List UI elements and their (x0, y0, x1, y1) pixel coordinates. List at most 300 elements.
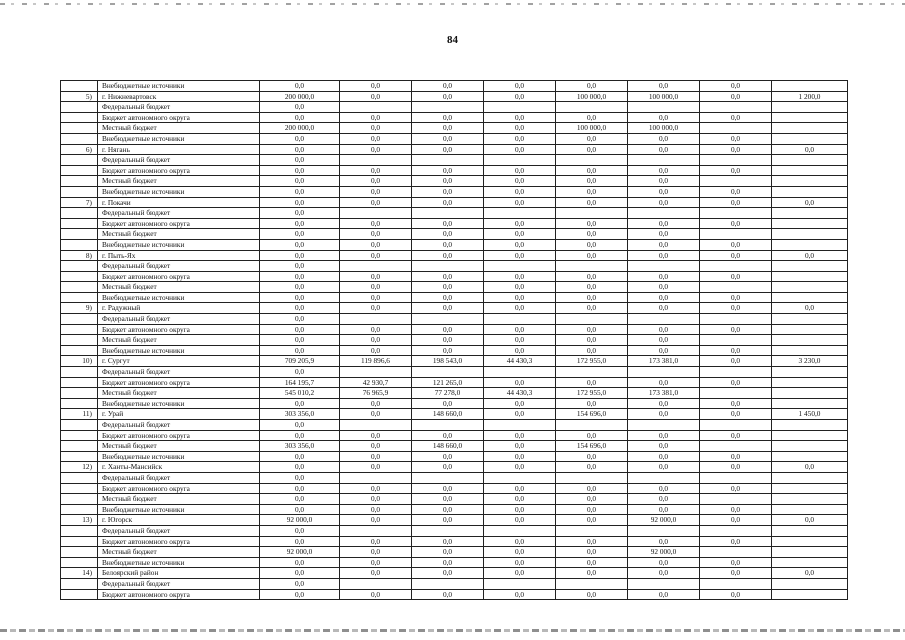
cell-row-number (61, 282, 98, 293)
cell-year-5: 0,0 (628, 536, 700, 547)
cell-total: 0,0 (260, 218, 340, 229)
cell-year-1: 0,0 (340, 568, 412, 579)
cell-year-5: 173 381,0 (628, 356, 700, 367)
cell-year-2: 0,0 (412, 335, 484, 346)
cell-year-6 (700, 123, 772, 134)
cell-year-4: 0,0 (556, 229, 628, 240)
cell-row-number: 6) (61, 144, 98, 155)
cell-row-number (61, 261, 98, 272)
cell-year-6: 0,0 (700, 356, 772, 367)
table-row (61, 133, 848, 144)
cell-year-3: 0,0 (484, 229, 556, 240)
cell-extra (772, 525, 848, 536)
table-row (61, 112, 848, 123)
cell-source-name: Бюджет автономного округа (98, 536, 260, 547)
cell-year-6: 0,0 (700, 165, 772, 176)
cell-total: 0,0 (260, 483, 340, 494)
cell-year-5 (628, 420, 700, 431)
cell-year-4: 0,0 (556, 81, 628, 92)
cell-extra: 0,0 (772, 462, 848, 473)
cell-year-6: 0,0 (700, 398, 772, 409)
cell-total: 303 356,0 (260, 441, 340, 452)
cell-extra: 1 200,0 (772, 91, 848, 102)
cell-year-5: 0,0 (628, 229, 700, 240)
cell-source-name: Федеральный бюджет (98, 102, 260, 113)
cell-source-name: Бюджет автономного округа (98, 430, 260, 441)
cell-extra: 3 230,0 (772, 356, 848, 367)
cell-year-6: 0,0 (700, 536, 772, 547)
cell-year-4: 0,0 (556, 589, 628, 600)
cell-year-1: 42 930,7 (340, 377, 412, 388)
cell-year-1 (340, 367, 412, 378)
cell-row-number (61, 133, 98, 144)
cell-year-1: 0,0 (340, 112, 412, 123)
cell-year-6 (700, 367, 772, 378)
cell-year-5 (628, 525, 700, 536)
cell-year-5: 0,0 (628, 112, 700, 123)
cell-source-name: Местный бюджет (98, 229, 260, 240)
cell-row-number (61, 483, 98, 494)
cell-row-number (61, 324, 98, 335)
cell-row-number: 9) (61, 303, 98, 314)
cell-source-name: Федеральный бюджет (98, 525, 260, 536)
cell-source-name: Внебюджетные источники (98, 292, 260, 303)
cell-row-number (61, 208, 98, 219)
cell-year-4: 0,0 (556, 377, 628, 388)
cell-total: 0,0 (260, 462, 340, 473)
cell-year-2: 0,0 (412, 81, 484, 92)
cell-row-number (61, 547, 98, 558)
cell-year-5: 0,0 (628, 239, 700, 250)
cell-year-6 (700, 314, 772, 325)
cell-source-name: г. Радужный (98, 303, 260, 314)
cell-year-4: 0,0 (556, 515, 628, 526)
cell-source-name: Внебюджетные источники (98, 557, 260, 568)
cell-year-5: 0,0 (628, 589, 700, 600)
cell-row-number: 12) (61, 462, 98, 473)
cell-extra: 0,0 (772, 144, 848, 155)
cell-year-3: 0,0 (484, 292, 556, 303)
table-row (61, 271, 848, 282)
cell-year-2: 148 660,0 (412, 409, 484, 420)
cell-source-name: Федеральный бюджет (98, 208, 260, 219)
cell-extra (772, 494, 848, 505)
cell-year-4: 0,0 (556, 536, 628, 547)
cell-year-1: 0,0 (340, 186, 412, 197)
cell-year-1 (340, 314, 412, 325)
cell-year-1 (340, 261, 412, 272)
table-row (61, 494, 848, 505)
cell-year-6: 0,0 (700, 324, 772, 335)
cell-year-6: 0,0 (700, 409, 772, 420)
cell-extra (772, 420, 848, 431)
cell-total: 0,0 (260, 208, 340, 219)
table-row (61, 208, 848, 219)
table-row (61, 483, 848, 494)
cell-extra: 0,0 (772, 568, 848, 579)
cell-year-6 (700, 102, 772, 113)
cell-year-3 (484, 472, 556, 483)
cell-total: 92 000,0 (260, 515, 340, 526)
cell-total: 0,0 (260, 430, 340, 441)
cell-extra (772, 112, 848, 123)
cell-total: 303 356,0 (260, 409, 340, 420)
cell-year-6: 0,0 (700, 81, 772, 92)
cell-extra (772, 504, 848, 515)
cell-year-6: 0,0 (700, 271, 772, 282)
cell-year-4: 154 696,0 (556, 409, 628, 420)
cell-extra (772, 314, 848, 325)
cell-year-1: 0,0 (340, 536, 412, 547)
cell-extra (772, 388, 848, 399)
cell-year-3: 0,0 (484, 91, 556, 102)
cell-year-5 (628, 261, 700, 272)
cell-year-4: 0,0 (556, 504, 628, 515)
cell-year-1: 0,0 (340, 589, 412, 600)
cell-year-2: 0,0 (412, 123, 484, 134)
cell-year-3: 0,0 (484, 589, 556, 600)
cell-year-1: 0,0 (340, 123, 412, 134)
cell-year-6 (700, 578, 772, 589)
cell-row-number (61, 176, 98, 187)
table-row (61, 314, 848, 325)
cell-year-3: 0,0 (484, 324, 556, 335)
cell-year-2: 0,0 (412, 462, 484, 473)
cell-year-4: 172 955,0 (556, 388, 628, 399)
cell-year-4: 0,0 (556, 292, 628, 303)
cell-year-2: 0,0 (412, 186, 484, 197)
cell-extra (772, 451, 848, 462)
cell-year-1: 0,0 (340, 271, 412, 282)
cell-year-5: 0,0 (628, 176, 700, 187)
cell-year-3: 0,0 (484, 176, 556, 187)
cell-year-4: 0,0 (556, 483, 628, 494)
cell-source-name: Внебюджетные источники (98, 398, 260, 409)
cell-year-6 (700, 525, 772, 536)
cell-total: 0,0 (260, 589, 340, 600)
cell-year-3: 0,0 (484, 165, 556, 176)
cell-year-2 (412, 155, 484, 166)
cell-extra: 0,0 (772, 515, 848, 526)
cell-year-4: 0,0 (556, 324, 628, 335)
cell-year-4: 0,0 (556, 250, 628, 261)
cell-year-6: 0,0 (700, 112, 772, 123)
cell-source-name: Федеральный бюджет (98, 155, 260, 166)
cell-source-name: Бюджет автономного округа (98, 218, 260, 229)
cell-extra (772, 123, 848, 134)
cell-total: 0,0 (260, 186, 340, 197)
cell-year-1 (340, 472, 412, 483)
cell-year-6: 0,0 (700, 430, 772, 441)
cell-extra (772, 218, 848, 229)
cell-source-name: Бюджет автономного округа (98, 271, 260, 282)
cell-extra (772, 547, 848, 558)
cell-year-5: 0,0 (628, 81, 700, 92)
cell-year-3: 0,0 (484, 335, 556, 346)
cell-row-number (61, 536, 98, 547)
cell-row-number (61, 589, 98, 600)
table-row (61, 430, 848, 441)
cell-year-4: 0,0 (556, 133, 628, 144)
cell-year-1 (340, 102, 412, 113)
cell-year-5 (628, 208, 700, 219)
cell-extra: 0,0 (772, 250, 848, 261)
table-row (61, 451, 848, 462)
cell-extra (772, 578, 848, 589)
cell-year-6: 0,0 (700, 91, 772, 102)
cell-year-4 (556, 420, 628, 431)
cell-extra (772, 176, 848, 187)
cell-year-1: 0,0 (340, 462, 412, 473)
cell-year-2 (412, 525, 484, 536)
cell-total: 0,0 (260, 398, 340, 409)
cell-year-6: 0,0 (700, 144, 772, 155)
cell-source-name: г. Нягань (98, 144, 260, 155)
cell-year-4 (556, 578, 628, 589)
cell-year-1: 0,0 (340, 218, 412, 229)
cell-year-3 (484, 155, 556, 166)
cell-year-3: 0,0 (484, 123, 556, 134)
cell-year-1: 0,0 (340, 292, 412, 303)
cell-year-3 (484, 261, 556, 272)
cell-total: 0,0 (260, 578, 340, 589)
cell-year-3 (484, 314, 556, 325)
table-row (61, 176, 848, 187)
cell-row-number (61, 345, 98, 356)
cell-year-3: 0,0 (484, 250, 556, 261)
cell-year-6: 0,0 (700, 250, 772, 261)
cell-source-name: г. Сургут (98, 356, 260, 367)
cell-extra (772, 81, 848, 92)
cell-year-5: 0,0 (628, 165, 700, 176)
cell-total: 0,0 (260, 568, 340, 579)
cell-source-name: Внебюджетные источники (98, 133, 260, 144)
cell-year-3 (484, 367, 556, 378)
cell-source-name: Федеральный бюджет (98, 367, 260, 378)
cell-total: 0,0 (260, 133, 340, 144)
cell-year-6 (700, 176, 772, 187)
cell-total: 0,0 (260, 525, 340, 536)
cell-year-5: 0,0 (628, 441, 700, 452)
table-row (61, 504, 848, 515)
cell-year-6 (700, 547, 772, 558)
cell-year-6 (700, 472, 772, 483)
cell-year-3: 0,0 (484, 303, 556, 314)
cell-extra: 0,0 (772, 303, 848, 314)
cell-year-6: 0,0 (700, 197, 772, 208)
cell-year-3: 0,0 (484, 218, 556, 229)
cell-year-3: 0,0 (484, 451, 556, 462)
cell-year-6: 0,0 (700, 589, 772, 600)
cell-source-name: Федеральный бюджет (98, 261, 260, 272)
cell-year-1: 0,0 (340, 430, 412, 441)
cell-extra (772, 557, 848, 568)
cell-year-2: 198 543,0 (412, 356, 484, 367)
cell-source-name: Местный бюджет (98, 123, 260, 134)
cell-year-6 (700, 494, 772, 505)
cell-total: 0,0 (260, 271, 340, 282)
cell-year-1: 0,0 (340, 303, 412, 314)
cell-year-6: 0,0 (700, 218, 772, 229)
table-row (61, 525, 848, 536)
cell-year-6: 0,0 (700, 377, 772, 388)
cell-total: 709 205,9 (260, 356, 340, 367)
cell-total: 0,0 (260, 472, 340, 483)
cell-total: 0,0 (260, 250, 340, 261)
cell-year-1: 0,0 (340, 133, 412, 144)
cell-year-2: 77 278,0 (412, 388, 484, 399)
cell-year-5: 0,0 (628, 282, 700, 293)
cell-extra (772, 208, 848, 219)
cell-year-4: 0,0 (556, 176, 628, 187)
cell-year-2: 0,0 (412, 197, 484, 208)
cell-total: 0,0 (260, 165, 340, 176)
cell-source-name: Местный бюджет (98, 176, 260, 187)
cell-year-3: 44 430,3 (484, 356, 556, 367)
cell-row-number (61, 314, 98, 325)
cell-year-3: 0,0 (484, 557, 556, 568)
cell-year-3: 0,0 (484, 239, 556, 250)
cell-year-1: 0,0 (340, 335, 412, 346)
cell-year-5: 0,0 (628, 144, 700, 155)
cell-year-2 (412, 367, 484, 378)
cell-row-number (61, 102, 98, 113)
cell-total: 0,0 (260, 557, 340, 568)
table-row-municipality (61, 356, 848, 367)
cell-row-number (61, 398, 98, 409)
cell-extra (772, 536, 848, 547)
table-row-municipality (61, 515, 848, 526)
cell-year-1: 0,0 (340, 144, 412, 155)
cell-year-2: 0,0 (412, 345, 484, 356)
cell-row-number: 8) (61, 250, 98, 261)
cell-extra (772, 133, 848, 144)
cell-year-4: 0,0 (556, 282, 628, 293)
cell-source-name: Бюджет автономного округа (98, 165, 260, 176)
cell-source-name: Бюджет автономного округа (98, 377, 260, 388)
cell-source-name: Местный бюджет (98, 282, 260, 293)
cell-total: 0,0 (260, 229, 340, 240)
cell-total: 200 000,0 (260, 91, 340, 102)
cell-total: 0,0 (260, 420, 340, 431)
cell-row-number (61, 292, 98, 303)
cell-year-4 (556, 208, 628, 219)
cell-year-2: 0,0 (412, 91, 484, 102)
cell-source-name: Местный бюджет (98, 441, 260, 452)
cell-year-1: 0,0 (340, 91, 412, 102)
cell-year-1: 0,0 (340, 197, 412, 208)
cell-source-name: Внебюджетные источники (98, 451, 260, 462)
cell-year-6: 0,0 (700, 515, 772, 526)
cell-year-2: 0,0 (412, 589, 484, 600)
cell-row-number (61, 186, 98, 197)
table-row (61, 557, 848, 568)
cell-year-3: 0,0 (484, 504, 556, 515)
cell-year-6 (700, 420, 772, 431)
cell-extra (772, 483, 848, 494)
cell-row-number: 11) (61, 409, 98, 420)
table-row-municipality (61, 144, 848, 155)
table-row (61, 536, 848, 547)
cell-total: 0,0 (260, 261, 340, 272)
cell-extra (772, 345, 848, 356)
cell-year-3 (484, 102, 556, 113)
cell-source-name: г. Югорск (98, 515, 260, 526)
cell-year-3: 0,0 (484, 494, 556, 505)
table-row (61, 282, 848, 293)
cell-year-5: 0,0 (628, 303, 700, 314)
cell-total: 0,0 (260, 451, 340, 462)
cell-row-number (61, 218, 98, 229)
cell-year-2: 0,0 (412, 250, 484, 261)
cell-year-1 (340, 525, 412, 536)
cell-source-name: Бюджет автономного округа (98, 112, 260, 123)
table-row (61, 388, 848, 399)
cell-year-6: 0,0 (700, 568, 772, 579)
cell-extra: 0,0 (772, 197, 848, 208)
table-row (61, 155, 848, 166)
cell-year-6 (700, 155, 772, 166)
cell-total: 164 195,7 (260, 377, 340, 388)
cell-year-3 (484, 208, 556, 219)
table-row (61, 377, 848, 388)
cell-year-1: 0,0 (340, 547, 412, 558)
cell-row-number (61, 441, 98, 452)
cell-year-5: 0,0 (628, 133, 700, 144)
cell-source-name: Местный бюджет (98, 335, 260, 346)
cell-year-6: 0,0 (700, 239, 772, 250)
cell-total: 0,0 (260, 536, 340, 547)
cell-year-5: 0,0 (628, 186, 700, 197)
cell-row-number (61, 239, 98, 250)
cell-year-6: 0,0 (700, 557, 772, 568)
cell-year-4 (556, 102, 628, 113)
cell-year-4: 0,0 (556, 345, 628, 356)
cell-year-6: 0,0 (700, 303, 772, 314)
table-row-municipality (61, 462, 848, 473)
cell-year-2: 0,0 (412, 292, 484, 303)
cell-row-number (61, 367, 98, 378)
cell-extra (772, 261, 848, 272)
cell-year-6: 0,0 (700, 451, 772, 462)
cell-year-2: 0,0 (412, 324, 484, 335)
cell-year-5: 0,0 (628, 557, 700, 568)
cell-year-4: 100 000,0 (556, 91, 628, 102)
cell-year-3: 0,0 (484, 462, 556, 473)
cell-total: 0,0 (260, 504, 340, 515)
table-row (61, 123, 848, 134)
cell-year-4: 0,0 (556, 197, 628, 208)
cell-extra (772, 430, 848, 441)
cell-year-6: 0,0 (700, 345, 772, 356)
table-row (61, 441, 848, 452)
cell-year-1: 0,0 (340, 504, 412, 515)
cell-year-6 (700, 282, 772, 293)
cell-year-3 (484, 578, 556, 589)
cell-year-5: 0,0 (628, 568, 700, 579)
cell-year-3: 0,0 (484, 186, 556, 197)
cell-row-number (61, 525, 98, 536)
cell-year-3: 0,0 (484, 81, 556, 92)
cell-year-1: 0,0 (340, 409, 412, 420)
cell-year-5: 92 000,0 (628, 515, 700, 526)
cell-extra (772, 102, 848, 113)
cell-year-4: 0,0 (556, 398, 628, 409)
cell-extra (772, 239, 848, 250)
cell-year-2: 0,0 (412, 483, 484, 494)
cell-year-6 (700, 388, 772, 399)
cell-extra (772, 441, 848, 452)
